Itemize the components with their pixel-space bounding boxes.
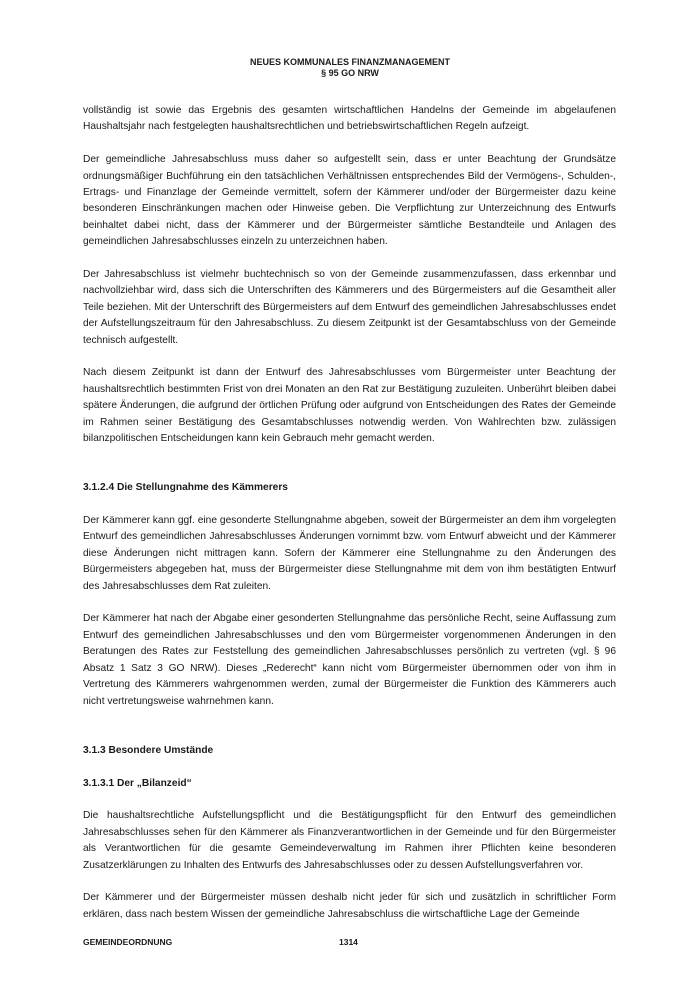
- header-section: § 95 GO NRW: [321, 68, 379, 78]
- page-number: 1314: [339, 937, 358, 947]
- paragraph: Der Kämmerer kann ggf. eine gesonderte Stellungnahme abgeben, soweit der Bürgermeister an dem ihm vorgelegten Entwurf des gemeindlichen Jahresabschlusses Änderungen vornimmt bzw. vom Entwurf abweicht und der Kämmerer diese Änderungen nicht mittragen kann. Sofern der Kämmerer eine Stellungnahme zu den Änderungen des Bürgermeisters abgegeben hat, muss der Bürgermeister diese Stellungnahme mit dem von ihm bestätigten Entwurf des Jahresabschlusses dem Rat zuleiten.: [83, 515, 616, 592]
- paragraph: Der Kämmerer und der Bürgermeister müssen deshalb nicht jeder für sich und zusätzlich in schriftlicher Form erklären, dass nach bestem Wissen der gemeindliche Jahresabschluss die wirtschaftliche Lage der Gemeinde: [83, 892, 616, 920]
- page-body: [83, 103, 616, 940]
- header-title: NEUES KOMMUNALES FINANZMANAGEMENT: [250, 57, 450, 67]
- footer-title: GEMEINDEORDNUNG: [83, 937, 173, 947]
- paragraph: Der Jahresabschluss ist vielmehr buchtechnisch so von der Gemeinde zusammenzufassen, dass erkennbar und nachvollziehbar wird, dass sich die Unterschriften des Kämmerers und des Bürgermeisters auf die Gesamtheit aller Teile beziehen. Mit der Unterschrift des Bürgermeisters auf dem Entwurf des gemeindlichen Jahresabschlusses endet der Aufstellungszeitraum für den Jahresabschluss. Zu diesem Zeitpunkt ist der Gesamtabschluss von der Gemeinde technisch aufgestellt.: [83, 269, 616, 346]
- section-heading: 3.1.2.4 Die Stellungnahme des Kämmerers: [83, 482, 288, 494]
- spacer: [83, 726, 616, 742]
- paragraph: Nach diesem Zeitpunkt ist dann der Entwurf des Jahresabschlusses vom Bürgermeister unter Beachtung der haushaltsrechtlich bestimmten Frist von drei Monaten an den Rat zur Bestätigung zuzuleiten. Unberührt bleiben dabei spätere Änderungen, die aufgrund der örtlichen Prüfung oder aufgrund von Entscheidungen des Rates der Gemeinde im Rahmen seiner Bestätigung des Gesamtabschlusses notwendig werden. Von Wahlrechten bzw. zulässigen bilanzpolitischen Entscheidungen kann kein Gebrauch mehr gemacht werden.: [83, 367, 616, 445]
- page-header: [0, 57, 700, 79]
- spacer: [83, 464, 616, 480]
- paragraph: Der gemeindliche Jahresabschluss muss daher so aufgestellt sein, dass er unter Beachtung der Grundsätze ordnungsmäßiger Buchführung ein den tatsächlichen Verhältnissen entsprechendes Bild der Vermögens-, Schulden-, Ertrags- und Finanzlage der Gemeinde vermittelt, sofern der Kämmerer und/oder der Bürgermeister dazu keine besonderen Einschränkungen machen oder Hinweise geben. Die Verpflichtung zur Unterzeichnung des Entwurfs beinhaltet dabei nicht, dass der Kämmerer und der Bürgermeister sämtliche Bestandteile und Anlagen des gemeindlichen Jahresabschlusses einzeln zu unterzeichnen haben.: [83, 154, 616, 248]
- paragraph: Die haushaltsrechtliche Aufstellungspflicht und die Bestätigungspflicht für den Entwurf des gemeindlichen Jahresabschlusses sehen für den Kämmerer als Finanzverantwortlichen in der Gemeinde und für den Bürgermeister als Verantwortlichen für die gesamte Gemeindeverwaltung im Rahmen ihrer Pflichten keine besonderen Zusatzerklärungen zu Inhalten des Entwurfs des Jahresabschlusses oder zu dessen Aufstellungsverfahren vor.: [83, 810, 616, 871]
- paragraph: vollständig ist sowie das Ergebnis des gesamten wirtschaftlichen Handelns der Gemeinde im abgelaufenen Haushaltsjahr nach festgelegten haushaltsrechtlichen und betriebswirtschaftlichen Regeln aufzeigt.: [83, 105, 616, 133]
- section-heading: 3.1.3 Besondere Umstände: [83, 744, 214, 756]
- paragraph: Der Kämmerer hat nach der Abgabe einer gesonderten Stellungnahme das persönliche Recht, seine Auffassung zum Entwurf des gemeindlichen Jahresabschlusses und den vom Bürgermeister vorgenommenen Änderungen in den Beratungen des Rates zur Feststellung des gemeindlichen Jahresabschlusses persönlich zu vertreten (vgl. § 96 Absatz 1 Satz 3 GO NRW). Dieses „Rederecht“ kann nicht vom Bürgermeister übernommen oder von ihm in Vertretung des Kämmerers wahrgenommen werden, zumal der Bürgermeister die Funktion des Kämmerers auch nicht vertretungsweise wahrnehmen kann.: [83, 613, 616, 707]
- subsection-heading: 3.1.3.1 Der „Bilanzeid“: [83, 777, 192, 789]
